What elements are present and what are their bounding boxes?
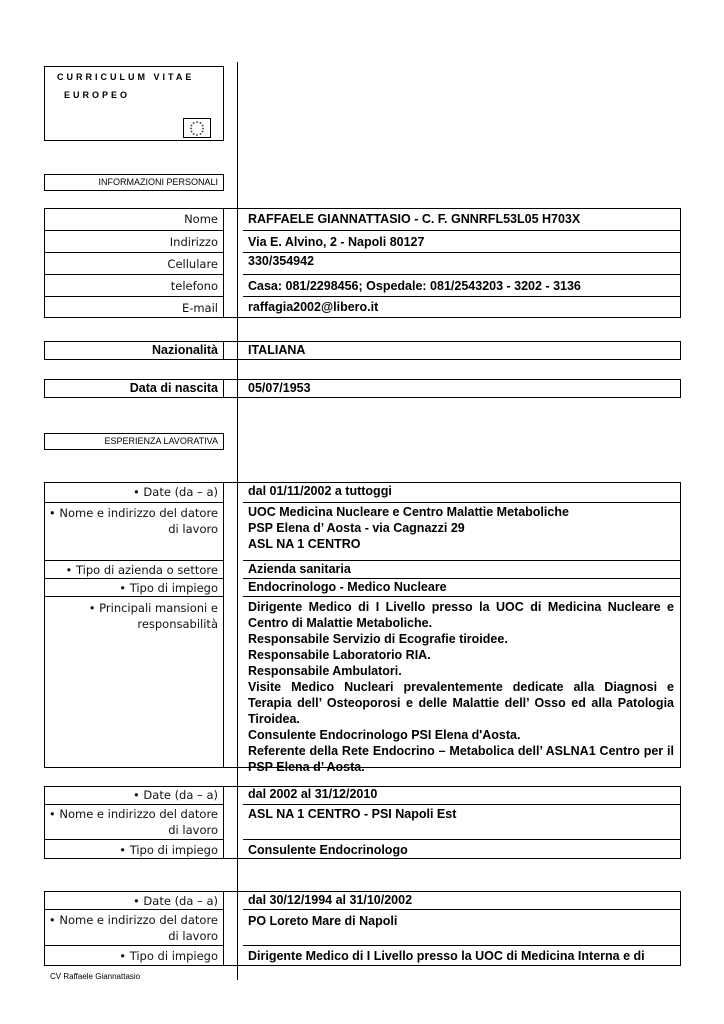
label-nome: Nome	[184, 212, 218, 226]
job-1-date-label: • Date (da – a)	[132, 485, 218, 499]
label-telefono: telefono	[44, 274, 224, 296]
value-telefono: Casa: 081/2298456; Ospedale: 081/2543203 - 3202 - 3136	[243, 274, 680, 296]
job-2-employer: ASL NA 1 CENTRO - PSI Napoli Est	[243, 804, 680, 839]
job-1-duties-label-1: • Principali mansioni e	[88, 601, 218, 615]
label-indirizzo: Indirizzo	[44, 230, 224, 252]
job-2-employer-label-2: di lavoro	[168, 823, 218, 837]
job-1-employer-line-1: UOC Medicina Nucleare e Centro Malattie Metaboliche	[248, 505, 569, 519]
label-cellulare: Cellulare	[44, 252, 224, 274]
job-3-employer-label-2: di lavoro	[168, 929, 218, 943]
job-1-duties-label-2: responsabilità	[137, 617, 218, 631]
job-1-sector-label: • Tipo di azienda o settore	[44, 560, 224, 578]
job-1-employer-label-2: di lavoro	[168, 522, 218, 536]
section-personal-info	[44, 174, 224, 191]
page-footer: CV Raffaele Giannattasio	[50, 972, 141, 981]
label-data-nascita: Data di nascita	[129, 381, 218, 395]
job-2-type-label: • Tipo di impiego	[44, 839, 224, 859]
job-1-employer-line-3: ASL NA 1 CENTRO	[248, 537, 361, 551]
nationality-col-sep	[223, 341, 224, 360]
cv-title-line2: EUROPEO	[64, 90, 131, 100]
job-2-employer-label	[44, 804, 224, 839]
birth-col-sep	[223, 379, 224, 398]
value-data-nascita: 05/07/1953	[248, 381, 311, 395]
job-3-date-label: • Date (da – a)	[132, 894, 218, 908]
job-2-type: Consulente Endocrinologo	[243, 839, 680, 859]
job-1-duty-3: Responsabile Laboratorio RIA.	[248, 648, 431, 662]
cv-title-line1: CURRICULUM VITAE	[57, 72, 195, 82]
job-1-duty-1: Dirigente Medico di I Livello presso la UOC di Medicina Nucleare e Centro di Malattie Metaboliche.	[248, 600, 674, 630]
job-1-duty-2: Responsabile Servizio di Ecografie tiroidee.	[248, 632, 508, 646]
section-work-label: ESPERIENZA LAVORATIVA	[104, 436, 218, 446]
job-1-employer	[243, 502, 680, 560]
job-1-type-label: • Tipo di impiego	[44, 578, 224, 596]
job-1-date: dal 01/11/2002 a tuttoggi	[248, 484, 392, 498]
job-3-employer: PO Loreto Mare di Napoli	[243, 909, 680, 945]
job-1-employer-label	[44, 502, 224, 560]
job-3-employer-label	[44, 909, 224, 945]
job-1-duties	[243, 596, 680, 774]
value-nome: RAFFAELE GIANNATTASIO - C. F. GNNRFL53L05 H703X	[248, 212, 581, 226]
label-email: E-mail	[44, 296, 224, 318]
label-nazionalita: Nazionalità	[152, 343, 218, 357]
job-1-duty-4: Responsabile Ambulatori.	[248, 664, 402, 678]
value-email[interactable]: raffagia2002@libero.it	[243, 296, 680, 318]
job-2-employer-label-1: • Nome e indirizzo del datore	[48, 807, 218, 821]
job-1-employer-label-1: • Nome e indirizzo del datore	[48, 506, 218, 520]
job-1-duty-6: Consulente Endocrinologo PSI Elena d'Aosta.	[248, 728, 521, 742]
job-1-duty-7: Referente della Rete Endocrino – Metabolica dell’ ASLNA1 Centro per il PSP Elena d’ Aosta.	[248, 744, 674, 774]
section-work-experience	[44, 433, 224, 450]
job-3-type: Dirigente Medico di I Livello presso la UOC di Medicina Interna e di	[243, 945, 680, 966]
job-1-type: Endocrinologo - Medico Nucleare	[243, 578, 680, 596]
job-3-employer-label-1: • Nome e indirizzo del datore	[48, 913, 218, 927]
section-personal-label: INFORMAZIONI PERSONALI	[98, 177, 218, 187]
job-2-date: dal 2002 al 31/12/2010	[248, 787, 378, 801]
value-indirizzo: Via E. Alvino, 2 - Napoli 80127	[243, 230, 680, 252]
value-cellulare: 330/354942	[243, 252, 680, 274]
job-1-sector: Azienda sanitaria	[243, 560, 680, 578]
job-1-employer-line-2: PSP Elena d’ Aosta - via Cagnazzi 29	[248, 521, 465, 535]
job-2-date-label: • Date (da – a)	[132, 788, 218, 802]
job-3-type-label: • Tipo di impiego	[44, 945, 224, 966]
value-nazionalita: ITALIANA	[248, 343, 306, 357]
job-1-duties-label	[44, 596, 224, 768]
job-3-date: dal 30/12/1994 al 31/10/2002	[248, 893, 413, 907]
eu-flag-icon	[183, 118, 211, 138]
job-1-duty-5: Visite Medico Nucleari prevalentemente dedicate alla Diagnosi e Terapia dell’ Osteoporosi e delle Malattie dell’ Osso ed alla Patologia Tiroidea.	[248, 680, 674, 726]
